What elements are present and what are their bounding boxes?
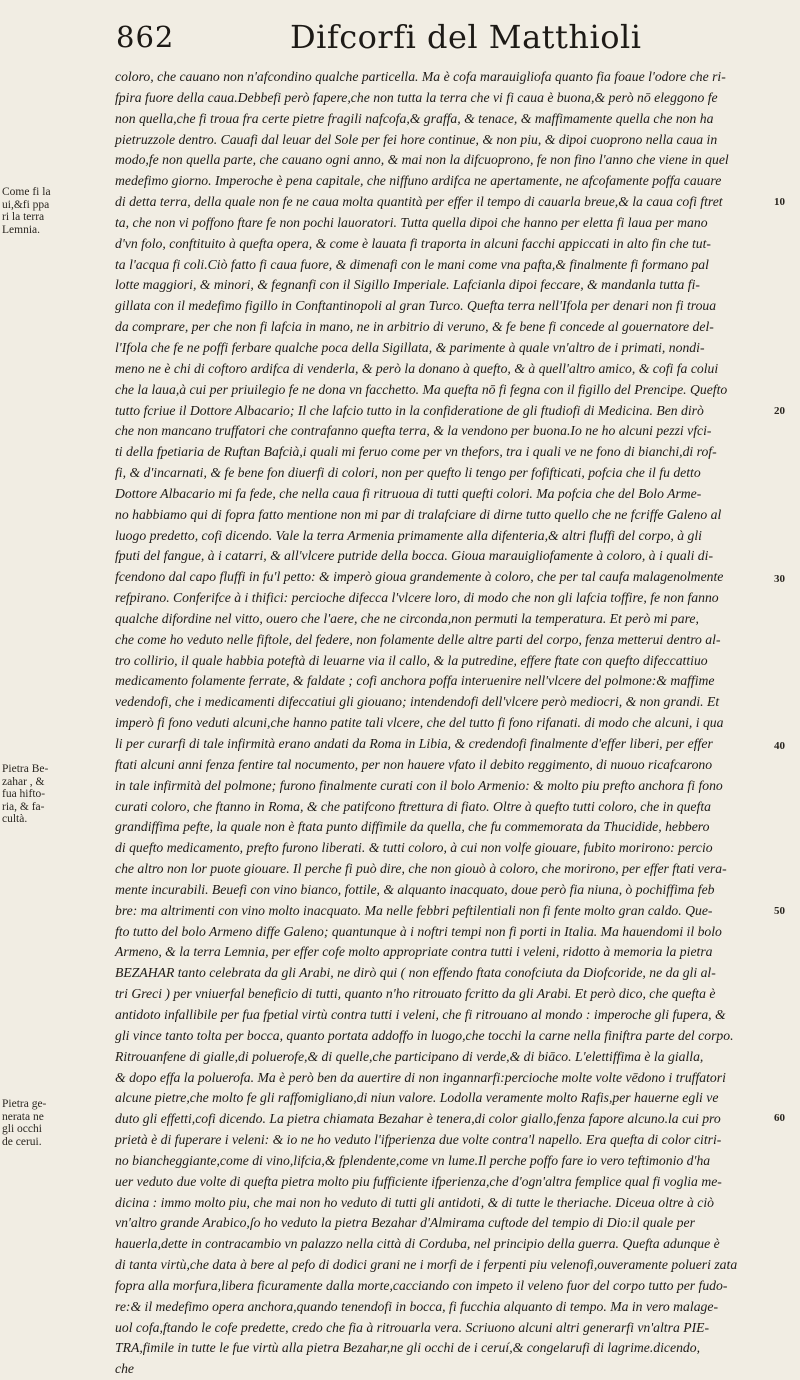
text-line: uer veduto due volte di quefta pietra molto piu fufficiente ifperienza,che d'ogn'altra femplice qual fi voglia me- [115,1173,722,1189]
sidenote-bezahar [2,763,110,826]
text-line: antidoto infallibile per fua fpetial virtù contra tutti i veleni, che fi ritrouano al mondo : imperoche gli fupera, & [115,1006,726,1022]
text-line: non quella,che fi troua fra certe pietre fragili nafcofa,& graffa, & tenace, & maffimamente quella che non ha [115,110,714,126]
text-line: fcendono dal capo fluffi in fu'l petto: & imperò gioua grandemente à coloro, che per tal caufa malagenolmente [115,569,724,585]
page-number: 862 [116,20,175,54]
text-line: gli vince tanto tolta per bocca, quanto portata addoffo in luogo,che tocchi la carne nella finiftra parte del corpo. [115,1027,734,1043]
text-line: ta, che non vi poffono ftare fe non pochi lauoratori. Tutta quella dipoi che hanno per eletta fi laua per mano [115,214,708,230]
sidenote-line: de cerui. [2,1135,42,1148]
sidenote-line: fua hifto- [2,788,46,800]
text-line: di tanta virtù,che data à bere al pefo di dodici grani ne i morfi de i ferpenti piu velenofi,ouveramente polueri zata [115,1257,738,1273]
sidenote-line: ri la terra [2,211,45,223]
text-line: no biancheggiante,come di vino,lifcia,& fplendente,come vn lume.Il perche poffo fare io vero teftimonio d'ha [115,1152,711,1168]
text-line: TRA,fimile in tutte le fue virtù alla pietra Bezahar,ne gli occhi de i ceruí,& congelarufi di lagrime.dicendo, [115,1340,701,1356]
text-line: refpirano. Conferifce à i thifici: percioche difecca l'vlcere loro, di modo che non gli lafcia toffire, fe non fanno [115,590,719,606]
sidenote-occhi [2,1098,110,1148]
text-line: ftati alcuni anni fenza fentire tal nocumento, per non hauere vfato il debito reggimento, di nuouo ricafcarono [115,756,713,772]
text-line: fopra alla morfura,libera ficuramente dalla morte,cacciando con impeto il veleno fuor del corpo tutto per fudo- [115,1277,728,1293]
text-line: imperò fi fono veduti alcuni,che hanno patite tali vlcere, che del tutto fi fono rifanati. di modo che alcuni, i qua [115,715,724,731]
text-line: lotte maggiori, & minori, & fegnanfi con il Sigillo Imperiale. Lafcianla dipoi feccare, & mandanla tutta fi- [115,277,700,293]
text-line: curati coloro, che ftanno in Roma, & che patifcono ftrettura di fiato. Oltre à quefto tutti coloro, che in quefta [115,798,711,814]
text-line: prietà è di fuperare i veleni: & io ne ho veduto l'ifperienza due volte contra'l napello. Era quefta di color citri- [115,1132,722,1148]
text-line: l'Ifola che fe ne poffi ferbare qualche poca della Sigillata, & parimente à quale vn'altro de i primati, nondi- [115,339,705,355]
text-line: re:& il medefimo opera anchora,quando tenendofi in bocca, fi fucchia alquanto di tempo. Ma in vero malage- [115,1298,719,1314]
text-line: mente incurabili. Beuefi con vino bianco, fottile, & alquanto inacquato, doue però fia niuna, ò pochiffima feb [115,881,715,897]
text-line: vn'altro grande Arabico,ſo ho veduto la pietra Bezahar d'Almirama cuftode del tempio di Dio:il quale per [115,1215,695,1231]
text-line: modo,fe non quella parte, che cauano ogni anno, & mai non la difcuoprono, fe non fino l'anno che viene in quel [115,152,729,168]
text-line: BEZAHAR tanto celebrata da gli Arabi, ne dirò qui ( non effendo ftata conofciuta da Diofcoride, ne da gli al- [115,965,716,981]
text-line: ti della fpetiaria de Ruftan Bafcià,i quali mi feruo come per vn thefors, tra i quali ve ne fono di bianchi,di rof- [115,444,717,460]
sidenote-line: Pietra Be- [2,763,49,775]
text-line: Ritrouanfene di gialle,di poluerofe,& di quelle,che participano di verde,& di biāco. L'elettiffima è la gialla, [115,1048,704,1064]
line-number-60: 60 [774,1112,785,1124]
sidenote-line: gli occhi [2,1123,42,1135]
text-line: fpira fuore della caua.Debbefi però fapere,che non tutta la terra che vi fi caua è buona,& però nō eleggono fe [115,89,718,105]
text-line: & dopo effa la poluerofa. Ma è però ben da auertire di non ingannarfi:percioche molte volte vēdono i truffatori [115,1069,726,1085]
text-line: duto gli effetti,cofi dicendo. La pietra chiamata Bezahar è tenera,di color giallo,fenza fapore alcuno.la cui pro [115,1111,721,1127]
sidenote-lemnia [2,186,110,236]
text-line: luogo predetto, cofi dicendo. Vale la terra Armenia primamente alla difenteria,& altri fluffi del corpo, à gli [115,527,702,543]
sidenote-line: Lemnia. [2,223,40,236]
text-line: dicina : immo molto piu, che mai non ho veduto di tutti gli antidoti, & di tutte le theriache. Diceua oltre à ciò [115,1194,714,1210]
text-line: medicamento folamente ferrate, & faldate ; cofi anchora poffa interuenire nell'vlcere del polmone:& maffime [115,673,715,689]
text-line: che la laua,à cui per priuilegio fe ne dona vn facchetto. Ma quefta nō fi fegna con il figillo del Prencipe. Quefto [115,381,728,397]
text-line: che altro non lor puote giouare. Il perche fi può dire, che non giouò à coloro, che morirono, per effer ftati vera- [115,861,727,877]
line-number-30: 30 [774,573,785,585]
text-line: in tale infirmità del polmone; furono finalmente curati con il bolo Armenio: & molto piu prefto anchora fi fono [115,777,723,793]
text-line: qualche difordine nel vitto, ouero che l'aere, che ne circonda,non permuti la temperatura. Et però mi pare, [115,610,699,626]
sidenote-line: zahar , & [2,775,45,788]
sidenote-line: Pietra ge- [2,1098,47,1110]
sidenote-line: ui,&fi ppa [2,198,50,211]
running-head-title: Difcorfi del Matthioli [290,18,642,56]
line-number-10: 10 [774,196,785,208]
text-line: tro collirio, il quale habbia poteftà di leuarne via il callo, & la putredine, effere ftate con quefto difeccattiuo [115,652,708,668]
text-line: tutto fcriue il Dottore Albacario; Il che lafcio tutto in la confideratione de gli ftudiofi di Medicina. Ben dirò [115,402,704,418]
line-number-50: 50 [774,905,785,917]
text-line: vedendofi, che i medicamenti difeccatiui gli giouano; intendendofi dell'vlcere però mediocri, & non grandi. Et [115,694,720,710]
text-line: pietruzzole dentro. Cauafi dal leuar del Sole per fei hore continue, & non piu, & dipoi cuoprono nella caua in [115,131,718,147]
text-line: hauerla,dette in contracambio vn palazzo nella città di Corduba, nel principio della guerra. Quefta adunque è [115,1236,720,1252]
text-line: tri Greci ) per vniuerfal beneficio di tutti, quanto n'ho ritrouato fcritto da gli Arabi. Et però dico, che quefta è [115,986,716,1002]
sidenote-line: ria, & fa- [2,800,45,813]
text-line: medefimo giorno. Imperoche è pena capitale, che niffuno ardifca ne apertamente, ne afcofamente poffa cauare [115,173,722,189]
line-number-40: 40 [774,740,785,752]
sidenote-line: Come fi la [2,186,51,198]
text-line: che come ho veduto nelle fiftole, del federe, non folamente delle altre parti del corpo, fenza metterui dentro al- [115,631,721,647]
sidenote-line: nerata ne [2,1110,44,1123]
text-line: fto tutto del bolo Armeno diffe Galeno; quantunque à i noftri tempi non fi porti in Italia. Ma hauendomi il bolo [115,923,722,939]
text-line: fputi del fangue, à i catarri, & all'vlcere putride della bocca. Gioua marauigliofamente à coloro, à i quali di- [115,548,713,564]
text-line: da comprare, per che non fi lafcia in mano, ne in arbitrio di veruno, & fe bene fi concede al gouernatore del- [115,319,714,335]
text-line: no habbiamo qui di fopra fatto mentione non mi par di tralafciare di dirne tutto quello che ne fcriffe Galeno al [115,506,722,522]
text-line: che non mancano truffatori che contrafanno quefta terra, & la vendono per buona.Io ne ho alcuni pezzi vfci- [115,423,712,439]
text-line: uol cofa,ftando le cofe predette, credo che fia à ritrouarla vera. Scriuono alcuni altri generarfi vn'altra PIE- [115,1319,710,1335]
text-line: ta l'acqua fi coli.Ciò fatto fi caua fuore, & dimenafi con le mani come vna pafta,& finalmente fi formano pal [115,256,709,272]
line-number-20: 20 [774,405,785,417]
text-line: di quefto medicamento, prefto furono liberati. & tutti coloro, à cui non volfe giouare, fubito morirono: percio [115,840,713,856]
text-line: grandiffima pefte, la quale non è ftata punto diffimile da quella, che fu commemorata da Thucidide, hebbero [115,819,710,835]
text-line: coloro, che cauano non n'afcondino qualche particella. Ma è cofa marauigliofa quanto fia foaue l'odore che ri- [115,69,726,84]
text-line: di detta terra, della quale non fe ne caua molta quantità per effer il tempo di cauarla breue,& la caua cofi ftret [115,194,723,210]
text-line: che [115,1361,134,1377]
text-line: fi, & d'incarnati, & fe bene fon diuerfi di colori, non per quefto li tengo per fofifticati, pofcia che il fu detto [115,465,701,481]
text-line: bre: ma altrimenti con vino molto inacquato. Ma nelle febbri peftilentiali non fi fente molto gran caldo. Que- [115,902,713,918]
main-text-block [115,67,765,1377]
text-line: Dottore Albacario mi fa fede, che nella caua fi ritruoua di tutti quefti colori. Ma pofcia che del Bolo Arme- [115,485,702,501]
text-line: meno ne è chi di coftoro ardifca di venderla, & però la donano à quefto, & à quell'altro amico, & cofi fa colui [115,360,719,376]
text-line: Armeno, & la terra Lemnia, per effer cofe molto appropriate contra tutti i veleni, ridotto à memoria la pietra [115,944,713,960]
text-line: gillata con il medefimo figillo in Conftantinopoli al gran Turco. Quefta terra nell'Ifola per denari non fi troua [115,298,717,314]
text-line: li per curarfi di tale infirmità erano andati da Roma in Libia, & credendofi finalmente d'effer liberi, per effer [115,736,713,751]
text-line: d'vn folo, conftituito à quefta opera, & come è lauata fi traporta in alcuni facchi appiccati in alto fin che tut- [115,235,711,251]
text-line: alcune pietre,che molto fe gli raffomigliano,di niun valore. Lodolla veramente molto Rafis,per hauerne egli ve [115,1090,719,1106]
sidenote-line: cultà. [2,813,28,825]
